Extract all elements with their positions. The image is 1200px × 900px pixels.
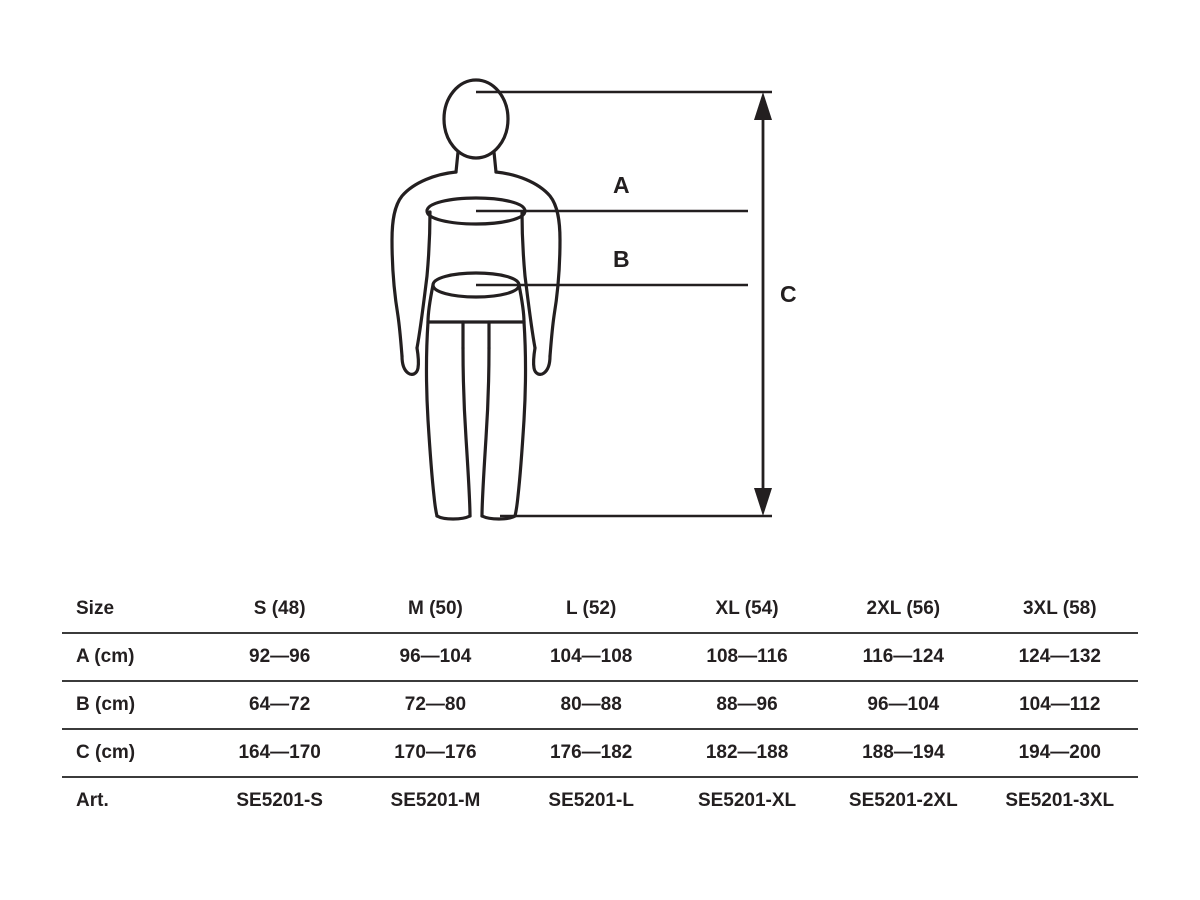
table-header-col-5: 3XL (58)	[1022, 598, 1097, 619]
dimension-label-b: B	[613, 246, 631, 272]
table-header-col-3: XL (54)	[715, 598, 779, 619]
size-table	[62, 586, 1138, 824]
table-cell-b-0: 64—72	[249, 694, 311, 715]
table-row-label-c: C (cm)	[76, 742, 136, 763]
table-row	[62, 633, 1138, 681]
table-cell-art-0: SE5201-S	[236, 790, 323, 811]
table-cell-art-1: SE5201-M	[390, 790, 481, 811]
dimension-line-c	[754, 92, 772, 516]
dimension-label-a: A	[613, 172, 631, 198]
table-cell-b-5: 104—112	[1019, 694, 1101, 715]
table-cell-b-3: 88—96	[716, 694, 778, 715]
table-cell-a-4: 116—124	[862, 646, 944, 667]
table-cell-art-4: SE5201-2XL	[848, 790, 958, 811]
table-cell-a-3: 108—116	[706, 646, 788, 667]
table-row	[62, 729, 1138, 777]
table-row	[62, 777, 1138, 824]
table-cell-b-1: 72—80	[404, 694, 467, 715]
table-cell-c-5: 194—200	[1018, 742, 1101, 763]
table-cell-a-5: 124—132	[1018, 646, 1101, 667]
table-header-col-1: M (50)	[407, 598, 463, 619]
table-cell-a-1: 96—104	[399, 646, 472, 667]
table-header-col-4: 2XL (56)	[866, 598, 941, 619]
table-cell-art-3: SE5201-XL	[697, 790, 797, 811]
table-cell-art-2: SE5201-L	[548, 790, 634, 811]
dimension-label-c: C	[780, 281, 798, 307]
table-cell-c-0: 164—170	[238, 742, 321, 763]
table-row-label-a: A (cm)	[76, 646, 135, 667]
table-header-col-0: S (48)	[253, 598, 306, 619]
table-row-label-art: Art.	[76, 790, 109, 811]
table-cell-c-4: 188—194	[862, 742, 945, 763]
table-cell-c-2: 176—182	[549, 742, 633, 763]
table-cell-a-0: 92—96	[249, 646, 311, 667]
table-header-size: Size	[76, 598, 115, 619]
table-cell-art-5: SE5201-3XL	[1005, 790, 1115, 811]
table-cell-c-3: 182—188	[705, 742, 789, 763]
table-header-col-2: L (52)	[566, 598, 617, 619]
table-cell-c-1: 170—176	[394, 742, 477, 763]
table-row	[62, 681, 1138, 729]
body-outline-icon	[392, 80, 560, 519]
table-row-header	[62, 586, 1138, 633]
table-cell-b-2: 80—88	[560, 694, 622, 715]
table-cell-b-4: 96—104	[867, 694, 940, 715]
table-cell-a-2: 104—108	[549, 646, 633, 667]
table-row-label-b: B (cm)	[76, 694, 136, 715]
